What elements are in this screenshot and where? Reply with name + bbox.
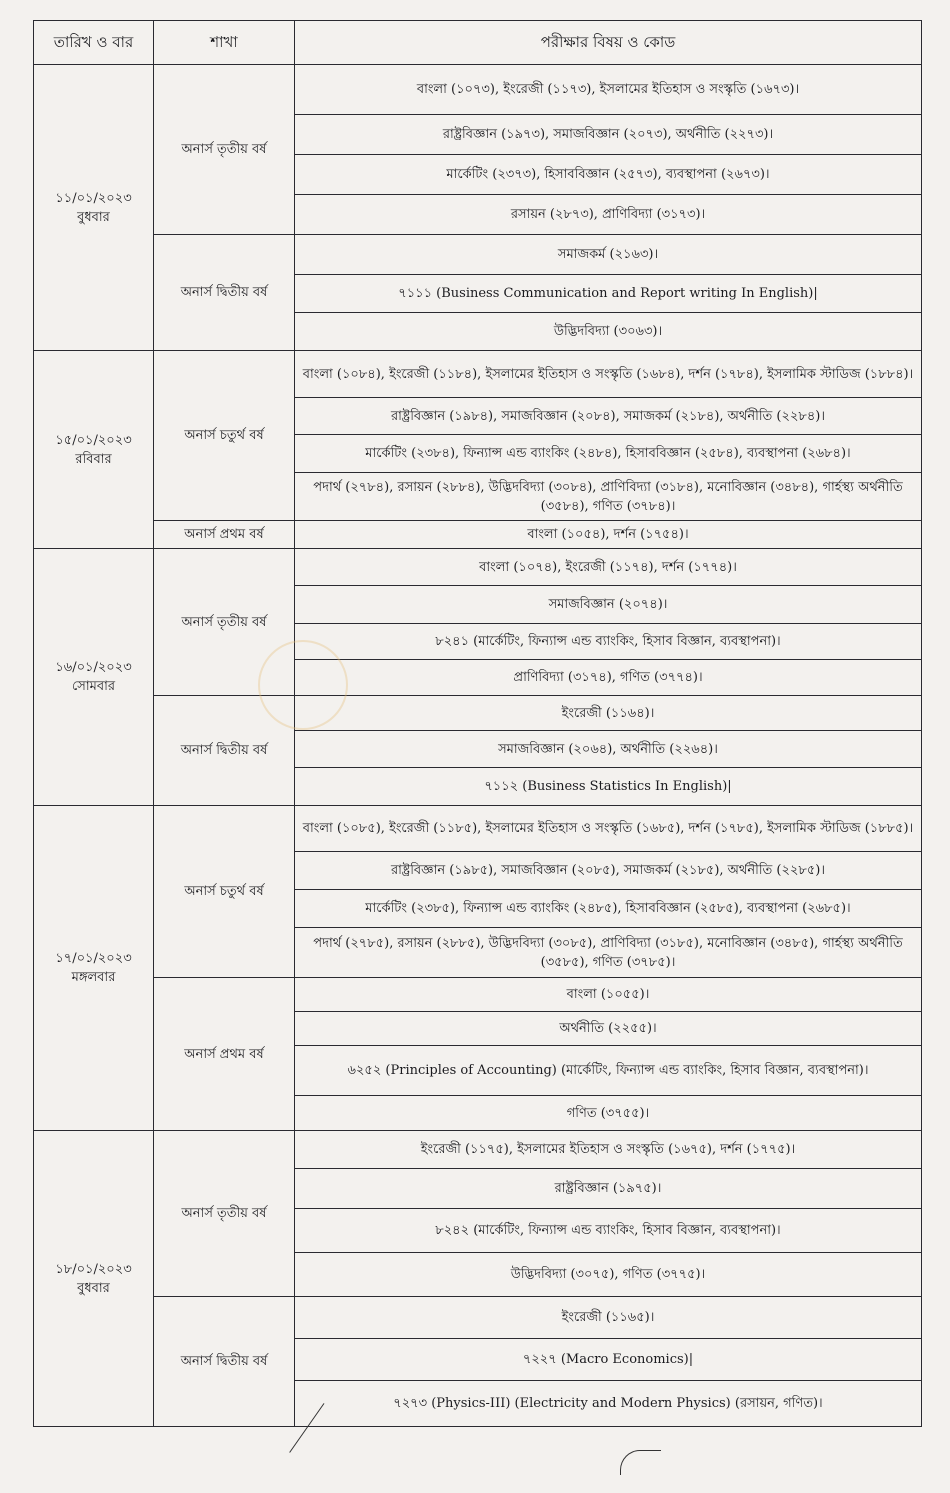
subject-cell: বাংলা (১০৮৪), ইংরেজী (১১৮৪), ইসলামের ইতিহাস ও সংস্কৃতি (১৬৮৪), দর্শন (১৭৮৪), ইসলামিক স্টাডিজ (১৮৮৪)। xyxy=(295,351,922,398)
exam-routine-table xyxy=(33,20,922,1427)
day-value: বুধবার xyxy=(77,209,110,225)
branch-cell: অনার্স দ্বিতীয় বর্ষ xyxy=(154,1297,295,1427)
subject-cell: ইংরেজী (১১৬৪)। xyxy=(295,696,922,731)
signature-stroke xyxy=(620,1450,661,1475)
day-value: রবিবার xyxy=(75,451,112,467)
subject-cell: মার্কেটিং (২৩৮৫), ফিন্যান্স এন্ড ব্যাংকিং (২৪৮৫), হিসাববিজ্ঞান (২৫৮৫), ব্যবস্থাপনা (২৬৮৫)। xyxy=(295,890,922,928)
branch-cell: অনার্স প্রথম বর্ষ xyxy=(154,521,295,549)
subject-cell: সমাজবিজ্ঞান (২০৭৪)। xyxy=(295,586,922,624)
subject-cell: বাংলা (১০৫৫)। xyxy=(295,978,922,1012)
subject-cell: সমাজবিজ্ঞান (২০৬৪), অর্থনীতি (২২৬৪)। xyxy=(295,731,922,768)
date-cell xyxy=(34,806,154,1131)
day-value: মঙ্গলবার xyxy=(71,970,116,985)
exam-routine-sheet xyxy=(33,20,921,1427)
subject-cell: প্রাণিবিদ্যা (৩১৭৪), গণিত (৩৭৭৪)। xyxy=(295,660,922,696)
branch-cell: অনার্স তৃতীয় বর্ষ xyxy=(154,1131,295,1297)
day-value: সোমবার xyxy=(71,679,115,694)
header-branch: শাখা xyxy=(154,21,295,65)
subject-cell: পদার্থ (২৭৮৫), রসায়ন (২৮৮৫), উদ্ভিদবিদ্যা (৩০৮৫), প্রাণিবিদ্যা (৩১৮৫), মনোবিজ্ঞান (৩৪৮৫), গার্হস্থ্য অর্থনীতি (৩৫৮৫), গণিত (৩৭৮৫)। xyxy=(295,928,922,978)
subject-cell: উদ্ভিদবিদ্যা (৩০৬৩)। xyxy=(295,313,922,351)
subject-cell: রাষ্ট্রবিজ্ঞান (১৯৮৪), সমাজবিজ্ঞান (২০৮৪), সমাজকর্ম (২১৮৪), অর্থনীতি (২২৮৪)। xyxy=(295,398,922,435)
branch-cell: অনার্স তৃতীয় বর্ষ xyxy=(154,65,295,235)
date-value: ১৭/০১/২০২৩ xyxy=(55,951,132,966)
subject-cell: গণিত (৩৭৫৫)। xyxy=(295,1096,922,1131)
subject-cell: রাষ্ট্রবিজ্ঞান (১৯৭৫)। xyxy=(295,1169,922,1209)
day-value: বুধবার xyxy=(77,1280,110,1296)
date-cell xyxy=(34,351,154,549)
date-cell xyxy=(34,1131,154,1427)
subject-cell: পদার্থ (২৭৮৪), রসায়ন (২৮৮৪), উদ্ভিদবিদ্যা (৩০৮৪), প্রাণিবিদ্যা (৩১৮৪), মনোবিজ্ঞান (৩৪৮৪), গার্হস্থ্য অর্থনীতি (৩৫৮৪), গণিত (৩৭৮৪)। xyxy=(295,473,922,521)
subject-cell: সমাজকর্ম (২১৬৩)। xyxy=(295,235,922,275)
branch-cell: অনার্স প্রথম বর্ষ xyxy=(154,978,295,1131)
subject-cell: ৭২৭৩ (Physics-III) (Electricity and Modern Physics) (রসায়ন, গণিত)। xyxy=(295,1381,922,1427)
subject-cell: বাংলা (১০৭৪), ইংরেজী (১১৭৪), দর্শন (১৭৭৪)। xyxy=(295,549,922,586)
subject-cell: রাষ্ট্রবিজ্ঞান (১৯৭৩), সমাজবিজ্ঞান (২০৭৩), অর্থনীতি (২২৭৩)। xyxy=(295,115,922,155)
branch-cell: অনার্স তৃতীয় বর্ষ xyxy=(154,549,295,696)
subject-cell: ৬২৫২ (Principles of Accounting) (মার্কেটিং, ফিন্যান্স এন্ড ব্যাংকিং, হিসাব বিজ্ঞান, ব্যবস্থাপনা)। xyxy=(295,1046,922,1096)
subject-cell: মার্কেটিং (২৩৮৪), ফিন্যান্স এন্ড ব্যাংকিং (২৪৮৪), হিসাববিজ্ঞান (২৫৮৪), ব্যবস্থাপনা (২৬৮৪)। xyxy=(295,435,922,473)
subject-cell: ইংরেজী (১১৭৫), ইসলামের ইতিহাস ও সংস্কৃতি (১৬৭৫), দর্শন (১৭৭৫)। xyxy=(295,1131,922,1169)
branch-cell: অনার্স দ্বিতীয় বর্ষ xyxy=(154,235,295,351)
subject-cell: ৭২২৭ (Macro Economics)| xyxy=(295,1339,922,1381)
subject-cell: বাংলা (১০৫৪), দর্শন (১৭৫৪)। xyxy=(295,521,922,549)
subject-cell: ৮২৪২ (মার্কেটিং, ফিন্যান্স এন্ড ব্যাংকিং, হিসাব বিজ্ঞান, ব্যবস্থাপনা)। xyxy=(295,1209,922,1253)
date-cell xyxy=(34,65,154,351)
watermark-logo xyxy=(258,640,348,730)
date-cell xyxy=(34,549,154,806)
subject-cell: ৮২৪১ (মার্কেটিং, ফিন্যান্স এন্ড ব্যাংকিং, হিসাব বিজ্ঞান, ব্যবস্থাপনা)। xyxy=(295,624,922,660)
branch-cell: অনার্স দ্বিতীয় বর্ষ xyxy=(154,696,295,806)
date-value: ১৫/০১/২০২৩ xyxy=(55,432,132,448)
subject-cell: মার্কেটিং (২৩৭৩), হিসাববিজ্ঞান (২৫৭৩), ব্যবস্থাপনা (২৬৭৩)। xyxy=(295,155,922,195)
date-value: ১১/০১/২০২৩ xyxy=(55,190,132,206)
subject-cell: রসায়ন (২৮৭৩), প্রাণিবিদ্যা (৩১৭৩)। xyxy=(295,195,922,235)
subject-cell: অর্থনীতি (২২৫৫)। xyxy=(295,1012,922,1046)
subject-cell: রাষ্ট্রবিজ্ঞান (১৯৮৫), সমাজবিজ্ঞান (২০৮৫), সমাজকর্ম (২১৮৫), অর্থনীতি (২২৮৫)। xyxy=(295,852,922,890)
branch-cell: অনার্স চতুর্থ বর্ষ xyxy=(154,351,295,521)
subject-cell: ৭১১২ (Business Statistics In English)| xyxy=(295,768,922,806)
subject-cell: উদ্ভিদবিদ্যা (৩০৭৫), গণিত (৩৭৭৫)। xyxy=(295,1253,922,1297)
subject-cell: বাংলা (১০৭৩), ইংরেজী (১১৭৩), ইসলামের ইতিহাস ও সংস্কৃতি (১৬৭৩)। xyxy=(295,65,922,115)
subject-cell: বাংলা (১০৮৫), ইংরেজী (১১৮৫), ইসলামের ইতিহাস ও সংস্কৃতি (১৬৮৫), দর্শন (১৭৮৫), ইসলামিক স্টাডিজ (১৮৮৫)। xyxy=(295,806,922,852)
header-subject: পরীক্ষার বিষয় ও কোড xyxy=(295,21,922,65)
subject-cell: ইংরেজী (১১৬৫)। xyxy=(295,1297,922,1339)
subject-cell: ৭১১১ (Business Communication and Report writing In English)| xyxy=(295,275,922,313)
date-value: ১৮/০১/২০২৩ xyxy=(55,1261,132,1277)
branch-cell: অনার্স চতুর্থ বর্ষ xyxy=(154,806,295,978)
header-date: তারিখ ও বার xyxy=(34,21,154,65)
date-value: ১৬/০১/২০২৩ xyxy=(55,660,132,675)
